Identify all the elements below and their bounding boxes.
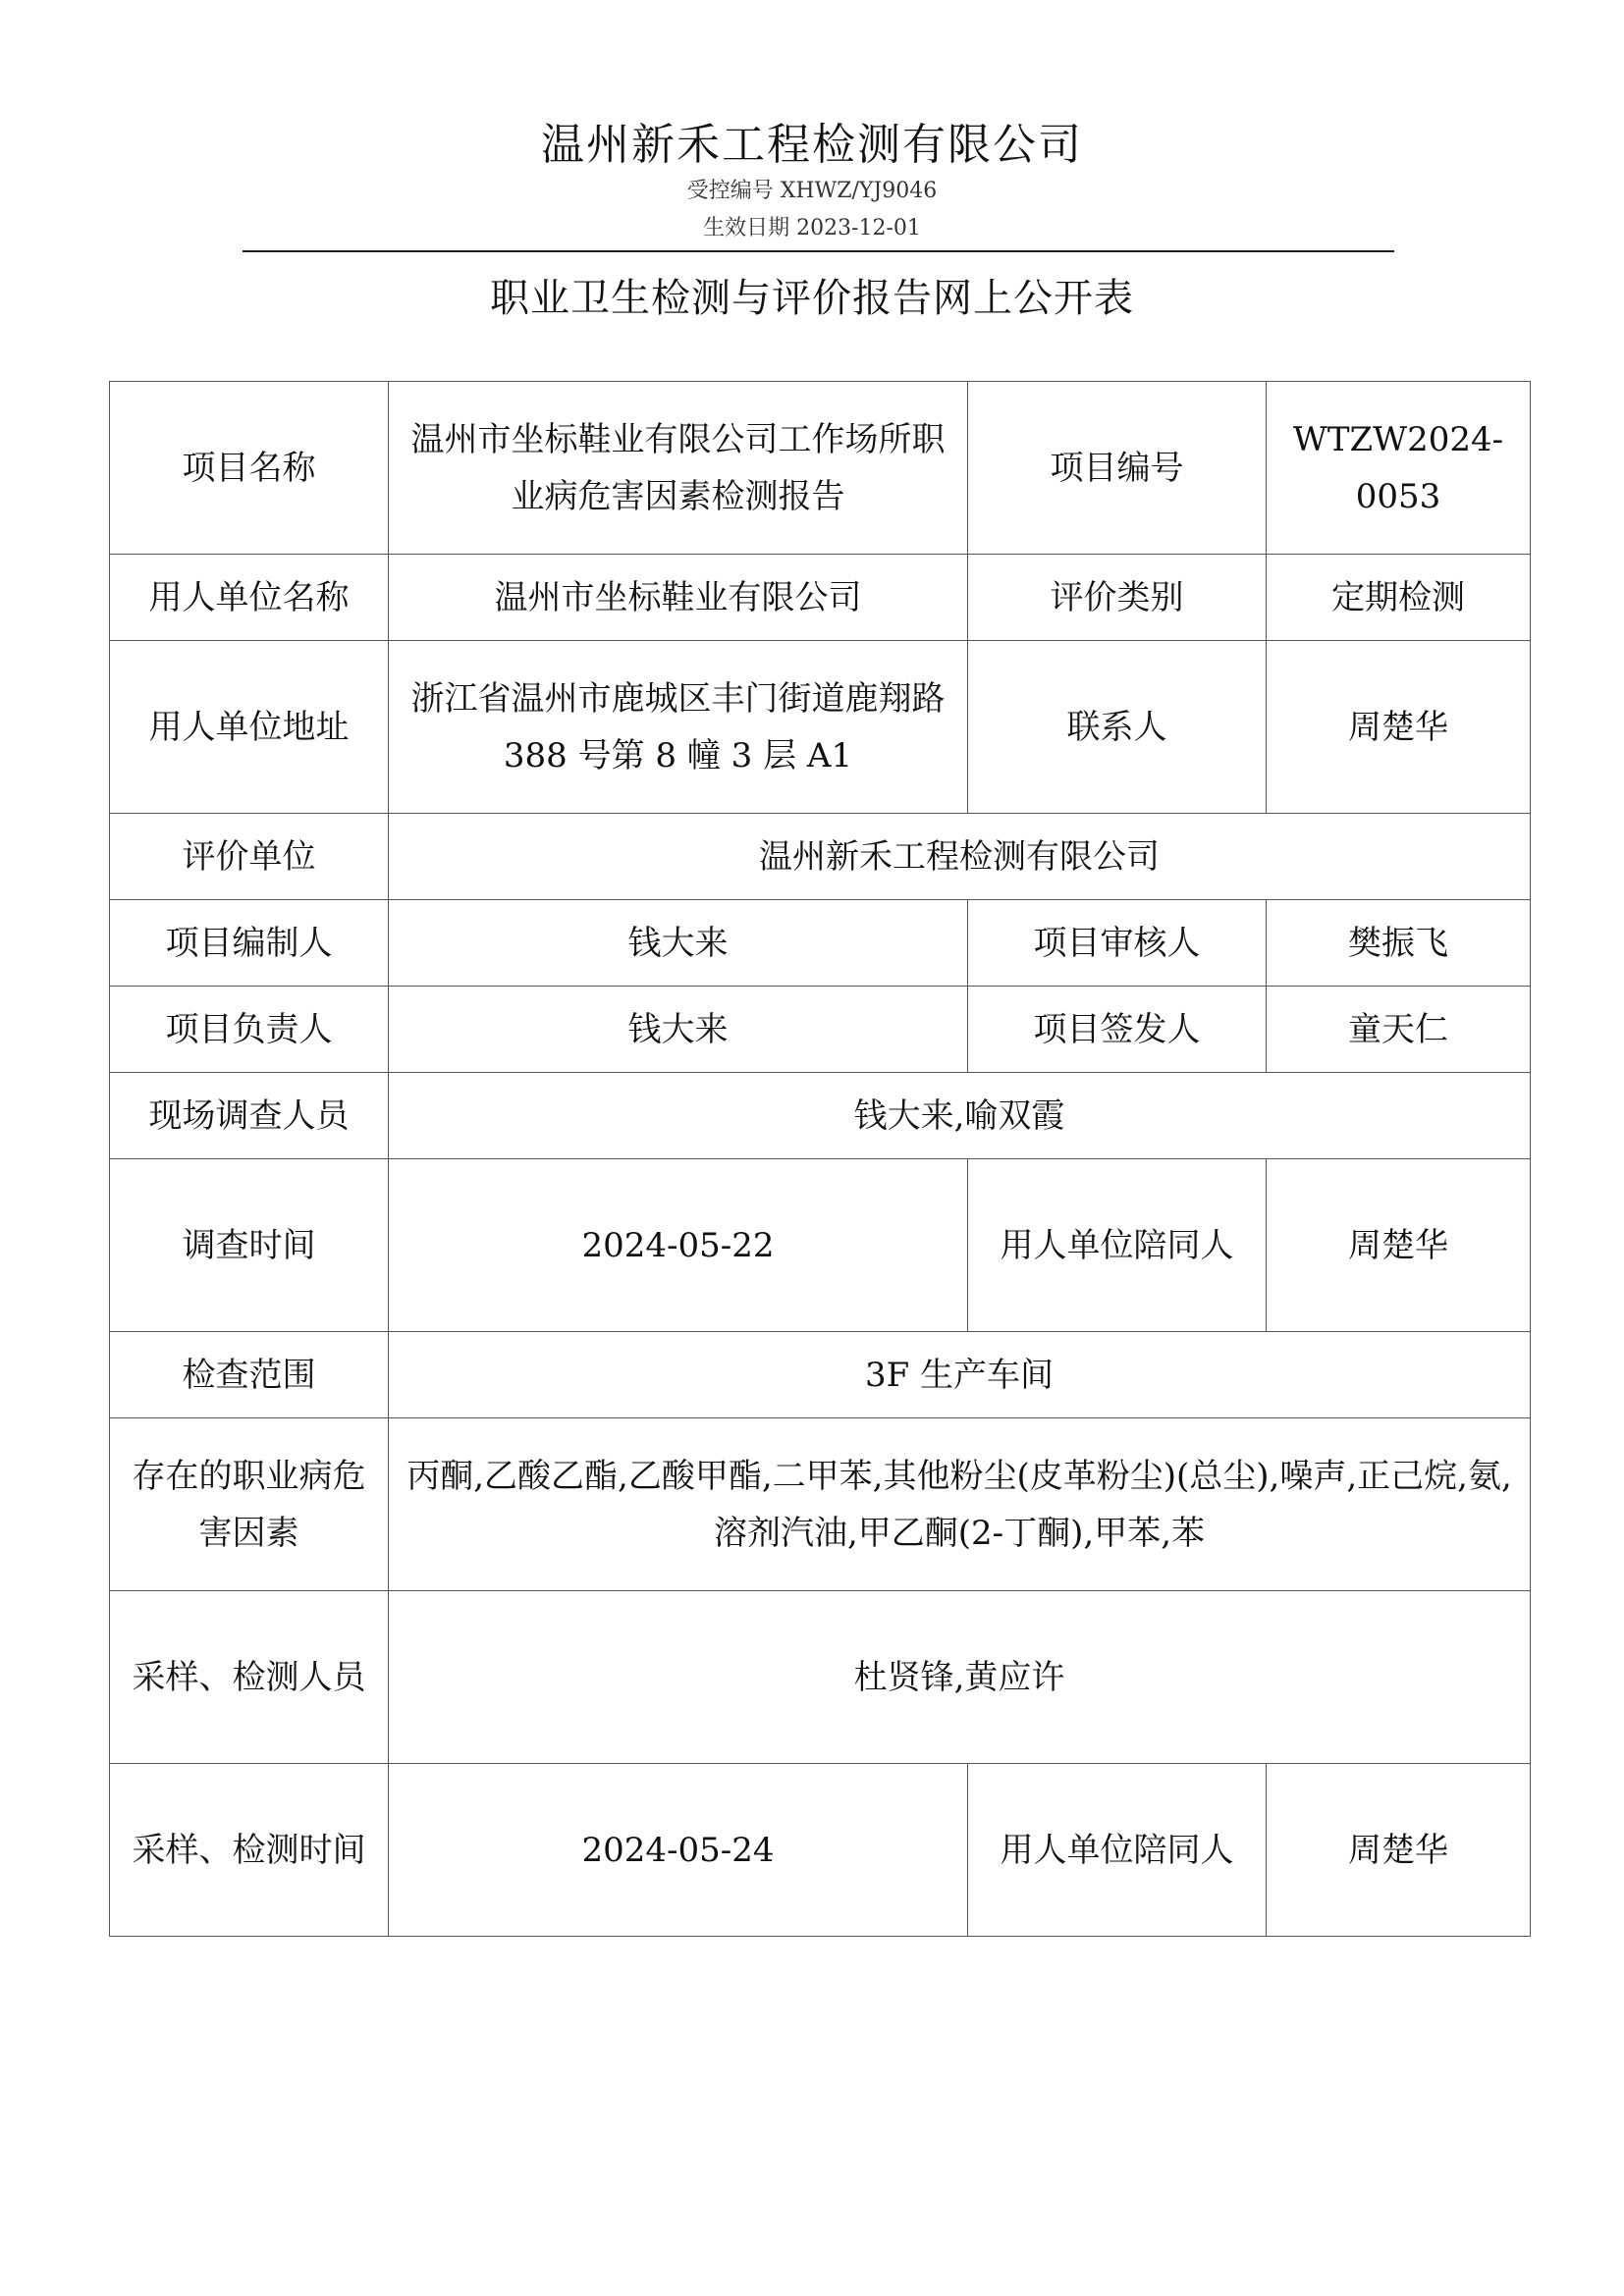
contact-label: 联系人 [968,641,1267,814]
leader-label: 项目负责人 [110,987,389,1073]
table-row [110,1418,1531,1591]
reviewer-label: 项目审核人 [968,900,1267,987]
surveyors-label: 现场调查人员 [110,1073,389,1159]
contact-value: 周楚华 [1267,641,1531,814]
table-row [110,1332,1531,1418]
table-row [110,1764,1531,1937]
project-name-value: 温州市坐标鞋业有限公司工作场所职业病危害因素检测报告 [389,382,968,555]
table-row [110,987,1531,1073]
project-no-label: 项目编号 [968,382,1267,555]
sampling-staff-value: 杜贤锋,黄应许 [389,1591,1531,1764]
table-row [110,641,1531,814]
eval-unit-value: 温州新禾工程检测有限公司 [389,814,1531,900]
surveyors-value: 钱大来,喻双霞 [389,1073,1531,1159]
project-name-label: 项目名称 [110,382,389,555]
employer-name-label: 用人单位名称 [110,555,389,641]
control-number: 受控编号 XHWZ/YJ9046 [686,179,938,203]
survey-escort-value: 周楚华 [1267,1159,1531,1332]
compiler-label: 项目编制人 [110,900,389,987]
survey-date-value: 2024-05-22 [389,1159,968,1332]
employer-address-label: 用人单位地址 [110,641,389,814]
table-row [110,555,1531,641]
sampling-date-label: 采样、检测时间 [110,1764,389,1937]
document-title: 职业卫生检测与评价报告网上公开表 [490,276,1134,321]
sampling-escort-value: 周楚华 [1267,1764,1531,1937]
company-name: 温州新禾工程检测有限公司 [541,120,1083,170]
table-row [110,814,1531,900]
eval-unit-label: 评价单位 [110,814,389,900]
effective-date: 生效日期 2023-12-01 [703,216,921,240]
header-divider [243,250,1394,252]
scope-value: 3F 生产车间 [389,1332,1531,1418]
issuer-value: 童天仁 [1267,987,1531,1073]
compiler-value: 钱大来 [389,900,968,987]
hazards-value: 丙酮,乙酸乙酯,乙酸甲酯,二甲苯,其他粉尘(皮革粉尘)(总尘),噪声,正己烷,氨,溶剂汽油,甲乙酮(2-丁酮),甲苯,苯 [389,1418,1531,1591]
table-row [110,1591,1531,1764]
scope-label: 检查范围 [110,1332,389,1418]
employer-name-value: 温州市坐标鞋业有限公司 [389,555,968,641]
table-row [110,1073,1531,1159]
eval-type-value: 定期检测 [1267,555,1531,641]
issuer-label: 项目签发人 [968,987,1267,1073]
employer-address-value: 浙江省温州市鹿城区丰门街道鹿翔路 388 号第 8 幢 3 层 A1 [389,641,968,814]
report-table [109,381,1531,1937]
table-row [110,1159,1531,1332]
sampling-staff-label: 采样、检测人员 [110,1591,389,1764]
reviewer-value: 樊振飞 [1267,900,1531,987]
sampling-date-value: 2024-05-24 [389,1764,968,1937]
survey-date-label: 调查时间 [110,1159,389,1332]
table-row [110,382,1531,555]
hazards-label: 存在的职业病危害因素 [110,1418,389,1591]
table-row [110,900,1531,987]
sampling-escort-label: 用人单位陪同人 [968,1764,1267,1937]
survey-escort-label: 用人单位陪同人 [968,1159,1267,1332]
eval-type-label: 评价类别 [968,555,1267,641]
project-no-value: WTZW2024-0053 [1267,382,1531,555]
leader-value: 钱大来 [389,987,968,1073]
